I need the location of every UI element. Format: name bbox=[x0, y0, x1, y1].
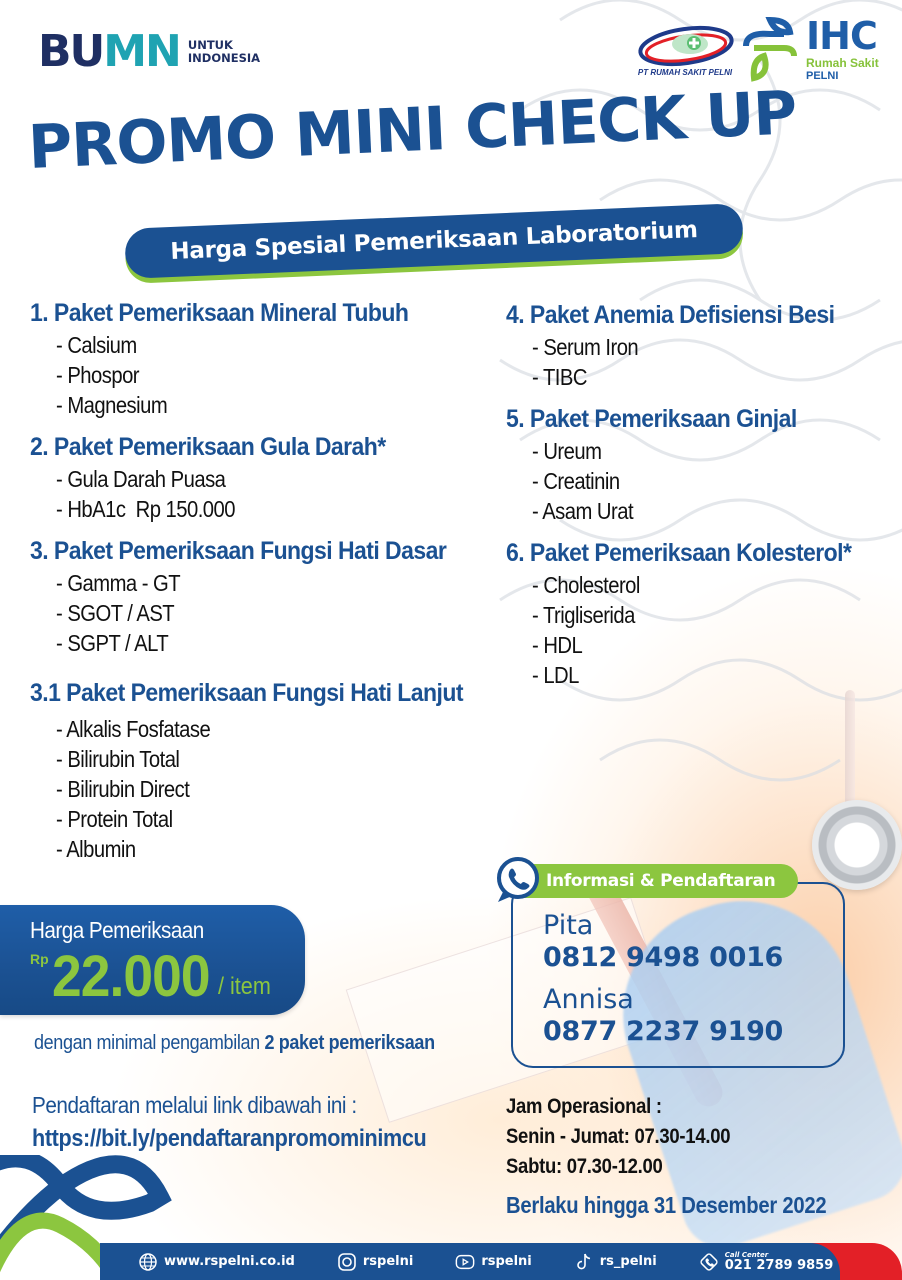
package-item: - Bilirubin Direct bbox=[56, 774, 447, 804]
package-item: - TIBC bbox=[532, 362, 840, 392]
bumn-logo-text: UNTUK INDONESIA bbox=[187, 38, 261, 65]
package-item: - Protein Total bbox=[56, 804, 447, 834]
package-item: - Albumin bbox=[56, 834, 447, 864]
globe-icon bbox=[138, 1252, 158, 1272]
contact-box bbox=[511, 882, 845, 1068]
contact-phone[interactable]: 0877 2237 9190 bbox=[543, 1016, 784, 1047]
operating-hours bbox=[506, 1092, 761, 1182]
package-title: 6. Paket Pemeriksaan Kolesterol* bbox=[506, 539, 852, 567]
package-item: - SGOT / AST bbox=[56, 598, 447, 628]
contact-name: Annisa bbox=[543, 984, 634, 1015]
package-item: - LDL bbox=[532, 660, 840, 690]
pelni-ellipse-icon bbox=[632, 22, 738, 68]
package-item: - Magnesium bbox=[56, 390, 447, 420]
bumn-logo-mark: BUMN bbox=[38, 26, 180, 77]
contact-header bbox=[500, 864, 798, 898]
package-kolesterol bbox=[506, 538, 881, 690]
price-currency: Rp bbox=[30, 951, 49, 967]
package-item: - SGPT / ALT bbox=[56, 628, 447, 658]
price-value: 22.000 bbox=[52, 944, 210, 1009]
footer-tiktok[interactable]: rs_pelni bbox=[574, 1252, 657, 1272]
package-item: - Phospor bbox=[56, 360, 447, 390]
package-item: - Cholesterol bbox=[532, 570, 840, 600]
subtitle-text: Harga Spesial Pemeriksaan Laboratorium bbox=[169, 216, 699, 266]
package-item: - Trigliserida bbox=[532, 600, 840, 630]
ihc-logo: IHC Rumah Sakit PELNI bbox=[742, 16, 879, 83]
package-gula-darah bbox=[30, 432, 501, 524]
price-unit: / item bbox=[218, 973, 271, 1000]
package-item: - Calsium bbox=[56, 330, 447, 360]
package-title: 2. Paket Pemeriksaan Gula Darah* bbox=[30, 433, 386, 461]
packages-left-column bbox=[30, 298, 501, 876]
footer-website[interactable]: www.rspelni.co.id bbox=[138, 1252, 295, 1272]
footer-bar bbox=[100, 1243, 840, 1280]
validity-note: Berlaku hingga 31 Desember 2022 bbox=[506, 1192, 827, 1218]
package-fungsi-hati-dasar bbox=[30, 536, 501, 658]
youtube-icon bbox=[455, 1252, 475, 1272]
contact-phone[interactable]: 0812 9498 0016 bbox=[543, 942, 784, 973]
footer-youtube[interactable]: rspelni bbox=[455, 1252, 531, 1272]
package-title: 3. Paket Pemeriksaan Fungsi Hati Dasar bbox=[30, 537, 447, 565]
hours-saturday: Sabtu: 07.30-12.00 bbox=[506, 1155, 663, 1178]
package-ginjal bbox=[506, 404, 881, 526]
bumn-logo bbox=[38, 26, 261, 77]
package-item: - Bilirubin Total bbox=[56, 744, 447, 774]
package-item: - Gula Darah Puasa bbox=[56, 464, 447, 494]
packages-right-column bbox=[506, 300, 881, 702]
package-item: - Gamma - GT bbox=[56, 568, 447, 598]
stethoscope-tube-decoration bbox=[845, 690, 855, 810]
page-title: PROMO MINI CHECK UP bbox=[26, 78, 798, 184]
package-title: 1. Paket Pemeriksaan Mineral Tubuh bbox=[30, 299, 409, 327]
rs-pelni-logo: PT RUMAH SAKIT PELNI bbox=[632, 22, 738, 82]
price-label: Harga Pemeriksaan bbox=[30, 917, 204, 943]
minimum-order-note: dengan minimal pengambilan 2 paket pemeriksaan bbox=[34, 1032, 435, 1054]
package-item: - Alkalis Fosfatase bbox=[56, 714, 447, 744]
instagram-icon bbox=[337, 1252, 357, 1272]
phone-icon bbox=[699, 1252, 719, 1272]
registration-label: Pendaftaran melalui link dibawah ini : bbox=[32, 1092, 357, 1118]
footer-instagram[interactable]: rspelni bbox=[337, 1252, 413, 1272]
footer-call-center[interactable]: Call Center 021 2789 9859 bbox=[699, 1252, 834, 1272]
package-item: - HDL bbox=[532, 630, 840, 660]
package-title: 3.1 Paket Pemeriksaan Fungsi Hati Lanjut bbox=[30, 679, 463, 707]
contact-header-text: Informasi & Pendaftaran bbox=[546, 871, 776, 891]
whatsapp-icon bbox=[494, 856, 540, 906]
price-banner bbox=[0, 905, 305, 1015]
package-mineral-tubuh bbox=[30, 298, 501, 420]
package-item: - HbA1c Rp 150.000 bbox=[56, 494, 447, 524]
package-title: 4. Paket Anemia Defisiensi Besi bbox=[506, 301, 835, 329]
package-anemia bbox=[506, 300, 881, 392]
package-item: - Creatinin bbox=[532, 466, 840, 496]
contact-name: Pita bbox=[543, 910, 594, 941]
package-item: - Asam Urat bbox=[532, 496, 840, 526]
package-title: 5. Paket Pemeriksaan Ginjal bbox=[506, 405, 797, 433]
package-item: - Ureum bbox=[532, 436, 840, 466]
hours-weekday: Senin - Jumat: 07.30-14.00 bbox=[506, 1125, 731, 1148]
package-item: - Serum Iron bbox=[532, 332, 840, 362]
ihc-leaf-icon bbox=[742, 16, 800, 82]
registration-link[interactable]: https://bit.ly/pendaftaranpromominimcu bbox=[32, 1125, 427, 1152]
package-fungsi-hati-lanjut bbox=[30, 678, 501, 864]
hours-title: Jam Operasional : bbox=[506, 1095, 662, 1118]
stethoscope-icon bbox=[812, 800, 902, 890]
tiktok-icon bbox=[574, 1252, 594, 1272]
